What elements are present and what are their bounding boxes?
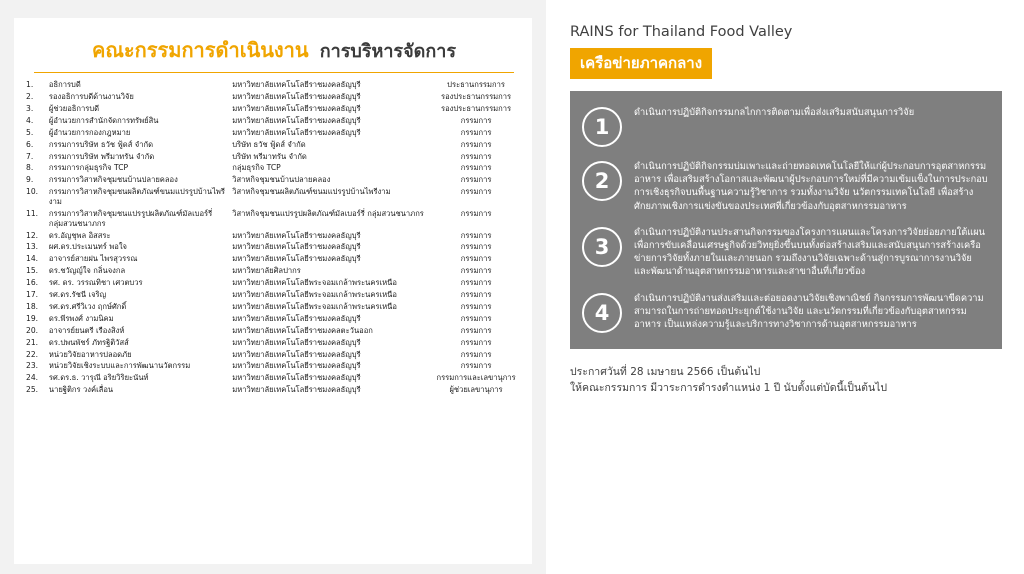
row-number: 20. <box>26 325 39 335</box>
table-row <box>24 360 524 372</box>
duty-item <box>582 225 988 279</box>
row-name: รองอธิการบดีด้านงานวิจัย <box>48 92 134 101</box>
row-role: กรรมการ <box>460 290 492 300</box>
row-role: กรรมการ <box>460 349 492 359</box>
committee-card <box>14 18 532 564</box>
table-row <box>24 150 524 162</box>
row-organization: มหาวิทยาลัยเทคโนโลยีพระจอมเกล้าพระนครเหนือ <box>232 301 397 311</box>
row-number: 15. <box>26 266 39 276</box>
row-organization: บริษัท พรีมาทรัน จำกัด <box>232 151 307 161</box>
row-name: กรรมการวิสาหกิจชุมชนบ้านปลายคลอง <box>48 175 178 185</box>
row-organization: มหาวิทยาลัยเทคโนโลยีราชมงคลธัญบุรี <box>232 373 361 383</box>
table-row <box>24 115 524 127</box>
row-name: ดร.อัญชุพล อิสสระ <box>48 230 111 240</box>
row-organization: มหาวิทยาลัยเทคโนโลยีราชมงคลธัญบุรี <box>232 242 361 252</box>
row-name: ผู้ช่วยอธิการบดี <box>48 103 100 113</box>
row-number: 12. <box>26 230 39 240</box>
row-name: กรรมการวิสาหกิจชุมชนผลิตภัณฑ์ขนมแปรรูปบ้านไพรีงาม <box>48 187 225 206</box>
row-name: หน่วยวิจัยเชิงระบบและการพัฒนานวัตกรรม <box>48 361 191 371</box>
row-name: อธิการบดี <box>48 80 81 90</box>
row-number: 1. <box>26 80 34 90</box>
row-role: กรรมการ <box>460 301 492 311</box>
row-organization: มหาวิทยาลัยเทคโนโลยีราชมงคลธัญบุรี <box>232 92 361 101</box>
row-name: กรรมการบริษัท พรีมาทรัน จำกัด <box>48 151 155 161</box>
table-row <box>24 313 524 325</box>
duty-item <box>582 159 988 213</box>
row-name: รศ. ดร. วรรณทิชา เศวตบวร <box>48 278 143 288</box>
row-name: ดร.ปพนพัชร์ ภัทรฐิติวัสส์ <box>48 337 129 347</box>
table-row <box>24 139 524 151</box>
row-role: กรรมการ <box>460 208 492 218</box>
row-organization: มหาวิทยาลัยเทคโนโลยีพระจอมเกล้าพระนครเหนือ <box>232 290 397 300</box>
row-role: กรรมการ <box>460 139 492 149</box>
row-number: 4. <box>26 115 34 125</box>
row-name: กรรมการวิสาหกิจชุมชนแปรรูปผลิตภัณฑ์มัลเบอร์รี่ กลุ่มสวนชนาภกร <box>48 208 213 228</box>
row-role: กรรมการ <box>460 337 492 347</box>
row-organization: มหาวิทยาลัยเทคโนโลยีพระจอมเกล้าพระนครเหนือ <box>232 278 397 288</box>
row-number: 17. <box>26 290 39 300</box>
row-organization: มหาวิทยาลัยเทคโนโลยีราชมงคลธัญบุรี <box>232 80 361 90</box>
table-row <box>24 289 524 301</box>
row-name: ดร.พีรพงศ์ งามนิคม <box>48 313 114 323</box>
row-organization: มหาวิทยาลัยเทคโนโลยีราชมงคลธัญบุรี <box>232 361 361 371</box>
row-name: รศ.ดร.รัชนี เจริญ <box>48 290 107 300</box>
duty-text: ดำเนินการปฏิบัติงานประสานกิจกรรมของโครงการแผนและโครงการวิจัยย่อยภายใต้แผน เพื่อการขับเคลื่อนเศรษฐกิจด้วยวิทยุยิ่งขึ้นบนทั้งต่อสร้างเสริมและสนับสนุนการสร้างเครือข่ายการวิจัยทั้งภายในและภายนอก รวมถึงงานวิจัยเฉพาะด้านสู่การบูรณาการงานวิจัยและพัฒนาด้านอุตสาหกรรมอาหารและสาขาอื่นที่เกี่ยวข้อง <box>634 226 986 278</box>
table-row <box>24 384 524 396</box>
row-role: กรรมการ <box>460 361 492 371</box>
table-row <box>24 241 524 253</box>
row-organization: วิสาหกิจชุมชนแปรรูปผลิตภัณฑ์มัลเบอร์รี่ กลุ่มสวนชนาภกร <box>232 208 424 218</box>
row-number: 6. <box>26 139 34 149</box>
row-number: 3. <box>26 103 34 113</box>
row-role: กรรมการ <box>460 163 492 173</box>
table-row <box>24 127 524 139</box>
table-row <box>24 337 524 349</box>
duty-item <box>582 291 988 333</box>
duties-box <box>570 91 1002 349</box>
row-name: หน่วยวิจัยอาหารปลอดภัย <box>48 349 132 359</box>
row-organization: มหาวิทยาลัยเทคโนโลยีราชมงคลธัญบุรี <box>232 385 361 395</box>
table-row <box>24 208 524 230</box>
row-name: อาจารย์สายฝน ไพรสุวรรณ <box>48 254 138 264</box>
committee-title-main: คณะกรรมการดำเนินงาน <box>91 38 309 62</box>
duty-number-badge: 1 <box>582 107 622 147</box>
row-name: ดร.ชวัญญ์ใจ กลิ่นจงกล <box>48 266 126 276</box>
footnote-line: ประกาศวันที่ 28 เมษายน 2566 เป็นต้นไป <box>570 365 761 378</box>
table-row <box>24 325 524 337</box>
row-role: กรรมการ <box>460 187 492 197</box>
table-row <box>24 229 524 241</box>
row-role: กรรมการ <box>460 151 492 161</box>
duty-text: ดำเนินการปฏิบัติกิจกรรมบ่มเพาะและถ่ายทอดเทคโนโลยีให้แก่ผู้ประกอบการอุตสาหกรรมอาหาร เพื่อเสริมสร้างโอกาสและพัฒนาผู้ประกอบการใหม่ที่มีความเข้มแข็งในการประกอบการเชิงธุรกิจบนพื้นฐานความรู้วิชาการ รวมทั้งงานวิจัย นวัตกรรมเทคโนโลยี เพื่อสร้างศักยภาพเชิงการแข่งขันของประเทศที่เกี่ยวข้องกับอุตสาหกรรมอาหาร <box>634 161 988 212</box>
committee-table <box>24 79 524 396</box>
row-number: 21. <box>26 337 39 347</box>
row-role: กรรมการ <box>460 254 492 264</box>
row-number: 23. <box>26 361 39 371</box>
table-row <box>24 162 524 174</box>
row-number: 16. <box>26 278 39 288</box>
table-row <box>24 79 524 91</box>
duty-text: ดำเนินการปฏิบัติกิจกรรมกลไกการติดตามเพื่อส่งเสริมสนับสนุนการวิจัย <box>634 107 915 118</box>
row-name: ผู้อำนวยการกองกฎหมาย <box>48 127 131 137</box>
title-divider <box>34 72 514 73</box>
duty-number-badge: 4 <box>582 293 622 333</box>
row-organization: มหาวิทยาลัยเทคโนโลยีราชมงคลธัญบุรี <box>232 103 361 113</box>
row-number: 24. <box>26 373 39 383</box>
footnote-line: ให้คณะกรรมการ มีวาระการดำรงตำแหน่ง 1 ปี นับตั้งแต่บัดนี้เป็นต้นไป <box>570 382 888 395</box>
row-number: 5. <box>26 127 34 137</box>
committee-title <box>24 34 524 66</box>
row-name: กรรมการกลุ่มธุรกิจ TCP <box>48 163 129 173</box>
row-number: 11. <box>26 208 39 218</box>
row-organization: วิสาหกิจชุมชนผลิตภัณฑ์ขนมแปรรูปบ้านไพรีงาม <box>232 187 391 197</box>
row-number: 19. <box>26 313 39 323</box>
row-name: ผศ.ดร.ประเมนทร์ พอใจ <box>48 242 128 252</box>
duty-text: ดำเนินการปฏิบัติงานส่งเสริมและต่อยอดงานวิจัยเชิงพาณิชย์ กิจกรรมการพัฒนาขีดความสามารถในการถ่ายทอดประยุกต์ใช้งานวิจัย และนวัตกรรมที่เกี่ยวข้องกับอุตสาหกรรมอาหาร เป็นแหล่งความรู้และบริการทางวิชาการด้านอุตสาหกรรมอาหาร <box>634 292 984 330</box>
row-role: กรรมการ <box>460 313 492 323</box>
table-row <box>24 174 524 186</box>
row-name: กรรมการบริษัท ธวัช ฟู้ดส์ จำกัด <box>48 139 153 149</box>
row-organization: มหาวิทยาลัยเทคโนโลยีราชมงคลธัญบุรี <box>232 349 361 359</box>
row-role: กรรมการ <box>460 230 492 240</box>
row-number: 10. <box>26 187 39 197</box>
row-name: ผู้อำนวยการสำนักจัดการทรัพย์สิน <box>48 115 159 125</box>
row-role: กรรมการ <box>460 127 492 137</box>
duty-number-badge: 2 <box>582 161 622 201</box>
row-organization: มหาวิทยาลัยเทคโนโลยีราชมงคลธัญบุรี <box>232 337 361 347</box>
table-row <box>24 186 524 208</box>
table-row <box>24 265 524 277</box>
network-badge: เครือข่ายภาคกลาง <box>570 48 712 79</box>
row-organization: มหาวิทยาลัยเทคโนโลยีราชมงคลตะวันออก <box>232 325 373 335</box>
row-role: รองประธานกรรมการ <box>441 92 512 101</box>
duty-item <box>582 105 988 147</box>
table-row <box>24 348 524 360</box>
row-number: 7. <box>26 151 34 161</box>
row-role: กรรมการ <box>460 266 492 276</box>
row-number: 22. <box>26 349 39 359</box>
row-name: รศ.ดร.ธ. วารุณี อริยวิริยะนันท์ <box>48 373 149 383</box>
row-role: กรรมการ <box>460 278 492 288</box>
row-organization: มหาวิทยาลัยเทคโนโลยีราชมงคลธัญบุรี <box>232 127 361 137</box>
row-role: กรรมการและเลขานุการ <box>436 373 516 383</box>
row-number: 9. <box>26 175 34 185</box>
row-number: 8. <box>26 163 34 173</box>
row-number: 13. <box>26 242 39 252</box>
row-organization: บริษัท ธวัช ฟู้ดส์ จำกัด <box>232 139 306 149</box>
committee-title-sub: การบริหารจัดการ <box>319 41 457 62</box>
row-number: 14. <box>26 254 39 264</box>
network-title: RAINS for Thailand Food Valley <box>570 24 793 40</box>
row-organization: มหาวิทยาลัยเทคโนโลยีราชมงคลธัญบุรี <box>232 115 361 125</box>
network-panel <box>546 0 1024 574</box>
row-role: กรรมการ <box>460 115 492 125</box>
row-role: ประธานกรรมการ <box>447 80 505 90</box>
row-organization: มหาวิทยาลัยเทคโนโลยีราชมงคลธัญบุรี <box>232 254 361 264</box>
row-name: อาจารย์ยนตรี เรืองสิงห์ <box>48 325 125 335</box>
row-organization: มหาวิทยาลัยเทคโนโลยีราชมงคลธัญบุรี <box>232 230 361 240</box>
table-row <box>24 103 524 115</box>
row-role: กรรมการ <box>460 242 492 252</box>
row-organization: มหาวิทยาลัยศิลปากร <box>232 266 301 276</box>
row-name: นายฐิติกร วงค์เลื่อน <box>48 385 114 395</box>
row-organization: กลุ่มธุรกิจ TCP <box>232 163 281 173</box>
row-role: กรรมการ <box>460 325 492 335</box>
table-row <box>24 372 524 384</box>
row-number: 2. <box>26 92 34 101</box>
duty-number-badge: 3 <box>582 227 622 267</box>
row-number: 25. <box>26 385 39 395</box>
row-number: 18. <box>26 301 39 311</box>
row-role: ผู้ช่วยเลขานุการ <box>449 385 503 395</box>
table-row <box>24 301 524 313</box>
table-row <box>24 91 524 103</box>
table-row <box>24 277 524 289</box>
row-organization: วิสาหกิจชุมชนบ้านปลายคลอง <box>232 175 331 185</box>
row-role: รองประธานกรรมการ <box>441 103 512 113</box>
footnotes <box>570 365 1002 398</box>
table-row <box>24 253 524 265</box>
row-role: กรรมการ <box>460 175 492 185</box>
row-name: รศ.ดร.ศรีวิเวง ฤกษ์ศักดิ์ <box>48 301 127 311</box>
row-organization: มหาวิทยาลัยเทคโนโลยีราชมงคลธัญบุรี <box>232 313 361 323</box>
